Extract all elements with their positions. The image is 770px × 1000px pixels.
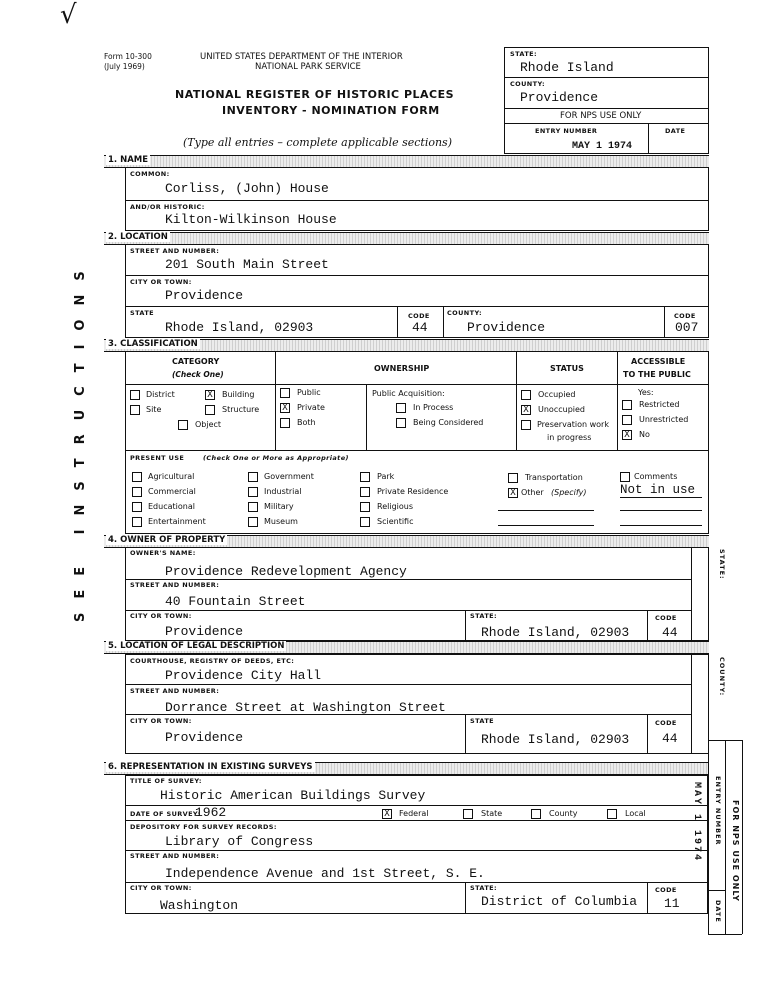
section-6-title: 6. REPRESENTATION IN EXISTING SURVEYS bbox=[108, 762, 313, 772]
header-nps-use: FOR NPS USE ONLY bbox=[560, 111, 642, 121]
park-label: Park bbox=[377, 472, 395, 481]
military-checkbox[interactable] bbox=[248, 502, 258, 512]
no-checkbox[interactable]: X bbox=[622, 430, 632, 440]
legal-city: Providence bbox=[165, 730, 244, 745]
common-label: COMMON: bbox=[130, 170, 170, 178]
owner-state: Rhode Island, 02903 bbox=[481, 625, 630, 640]
agricultural-checkbox[interactable] bbox=[132, 472, 142, 482]
side-entry-stamp: MAY 1 1974 bbox=[691, 782, 702, 863]
section-3-title: 3. CLASSIFICATION bbox=[108, 339, 198, 349]
owner-code-label: CODE bbox=[655, 614, 677, 622]
occupied-label: Occupied bbox=[538, 390, 576, 399]
side-entry-number-label: ENTRY NUMBER bbox=[714, 776, 722, 846]
industrial-label: Industrial bbox=[264, 487, 302, 496]
ownership-head: OWNERSHIP bbox=[374, 364, 430, 373]
unoccupied-checkbox[interactable]: X bbox=[521, 405, 531, 415]
comments-checkbox[interactable] bbox=[620, 472, 630, 482]
department-name: UNITED STATES DEPARTMENT OF THE INTERIOR bbox=[200, 52, 403, 62]
survey-state: District of Columbia bbox=[481, 894, 638, 909]
structure-label: Structure bbox=[222, 405, 260, 414]
military-label: Military bbox=[264, 502, 294, 511]
survey-code-label: CODE bbox=[655, 886, 677, 894]
historic-label: AND/OR HISTORIC: bbox=[130, 203, 205, 211]
location-street: 201 South Main Street bbox=[165, 257, 329, 272]
other-specify: (Specify) bbox=[551, 488, 587, 497]
agricultural-label: Agricultural bbox=[148, 472, 195, 481]
religious-checkbox[interactable] bbox=[360, 502, 370, 512]
local-checkbox[interactable] bbox=[607, 809, 617, 819]
header-county-value: Providence bbox=[520, 90, 599, 105]
private-label: Private bbox=[297, 403, 325, 412]
unrestricted-checkbox[interactable] bbox=[622, 415, 632, 425]
section-4-title: 4. OWNER OF PROPERTY bbox=[108, 535, 226, 545]
present-use-label: PRESENT USE bbox=[130, 454, 185, 462]
restricted-label: Restricted bbox=[639, 400, 680, 409]
site-checkbox[interactable] bbox=[130, 405, 140, 415]
being-considered-label: Being Considered bbox=[413, 418, 484, 427]
depository: Library of Congress bbox=[165, 834, 314, 849]
owner-state-label: STATE: bbox=[470, 612, 498, 620]
county-checkbox[interactable] bbox=[531, 809, 541, 819]
object-checkbox[interactable] bbox=[178, 420, 188, 430]
commercial-label: Commercial bbox=[148, 487, 196, 496]
location-state-label: STATE bbox=[130, 309, 155, 317]
survey-state-label: STATE: bbox=[470, 884, 498, 892]
unoccupied-label: Unoccupied bbox=[538, 405, 585, 414]
header-county-label: COUNTY: bbox=[510, 80, 545, 88]
unrestricted-label: Unrestricted bbox=[639, 415, 689, 424]
being-considered-checkbox[interactable] bbox=[396, 418, 406, 428]
section-5-title: 5. LOCATION OF LEGAL DESCRIPTION bbox=[108, 641, 285, 651]
educational-label: Educational bbox=[148, 502, 195, 511]
form-title-line1: NATIONAL REGISTER OF HISTORIC PLACES bbox=[175, 88, 455, 101]
occupied-checkbox[interactable] bbox=[521, 390, 531, 400]
transportation-label: Transportation bbox=[525, 473, 583, 482]
government-checkbox[interactable] bbox=[248, 472, 258, 482]
building-label: Building bbox=[222, 390, 255, 399]
location-code2-label: CODE bbox=[674, 312, 696, 320]
location-county-label: COUNTY: bbox=[447, 309, 482, 317]
location-code-label: CODE bbox=[408, 312, 430, 320]
commercial-checkbox[interactable] bbox=[132, 487, 142, 497]
both-checkbox[interactable] bbox=[280, 418, 290, 428]
scientific-checkbox[interactable] bbox=[360, 517, 370, 527]
location-state: Rhode Island, 02903 bbox=[165, 320, 314, 335]
survey-city-label: CITY OR TOWN: bbox=[130, 884, 192, 892]
location-code: 44 bbox=[412, 320, 428, 335]
side-date-label: DATE bbox=[714, 900, 722, 923]
form-date: (July 1969) bbox=[104, 62, 145, 71]
owner-name-label: OWNER'S NAME: bbox=[130, 549, 196, 557]
survey-date: 1962 bbox=[195, 805, 227, 820]
survey-street-label: STREET AND NUMBER: bbox=[130, 852, 220, 860]
header-state-value: Rhode Island bbox=[520, 60, 614, 75]
side-instructions: SEE INSTRUCTIONS bbox=[73, 257, 88, 622]
restricted-checkbox[interactable] bbox=[622, 400, 632, 410]
location-city-label: CITY OR TOWN: bbox=[130, 278, 192, 286]
acquisition-label: Public Acquisition: bbox=[372, 389, 445, 398]
legal-street-label: STREET AND NUMBER: bbox=[130, 687, 220, 695]
museum-label: Museum bbox=[264, 517, 298, 526]
depository-label: DEPOSITORY FOR SURVEY RECORDS: bbox=[130, 823, 277, 831]
category-sub: (Check One) bbox=[172, 370, 224, 379]
handwritten-check-mark: √ bbox=[60, 0, 77, 30]
private-residence-label: Private Residence bbox=[377, 487, 449, 496]
county-label: County bbox=[549, 809, 578, 818]
form-instructions: (Type all entries – complete applicable sections) bbox=[183, 136, 452, 149]
survey-title: Historic American Buildings Survey bbox=[160, 788, 426, 803]
legal-city-label: CITY OR TOWN: bbox=[130, 717, 192, 725]
form-number: Form 10-300 bbox=[104, 52, 152, 61]
common-name: Corliss, (John) House bbox=[165, 181, 329, 196]
owner-city: Providence bbox=[165, 624, 244, 639]
government-label: Government bbox=[264, 472, 314, 481]
yes-label: Yes: bbox=[638, 388, 654, 397]
site-label: Site bbox=[146, 405, 162, 414]
survey-street: Independence Avenue and 1st Street, S. E. bbox=[165, 866, 485, 881]
survey-title-label: TITLE OF SURVEY: bbox=[130, 777, 202, 785]
courthouse: Providence City Hall bbox=[165, 668, 322, 683]
side-nps-use-label: FOR NPS USE ONLY bbox=[731, 800, 740, 902]
section-2-title: 2. LOCATION bbox=[108, 232, 168, 242]
both-label: Both bbox=[297, 418, 316, 427]
owner-street: 40 Fountain Street bbox=[165, 594, 306, 609]
object-label: Object bbox=[195, 420, 222, 429]
form-title-line2: INVENTORY - NOMINATION FORM bbox=[222, 104, 440, 117]
historic-name: Kilton-Wilkinson House bbox=[165, 212, 337, 227]
private-checkbox[interactable]: X bbox=[280, 403, 290, 413]
legal-state: Rhode Island, 02903 bbox=[481, 732, 630, 747]
structure-checkbox[interactable] bbox=[205, 405, 215, 415]
owner-side-state-label: STATE: bbox=[718, 549, 726, 580]
survey-city: Washington bbox=[160, 898, 239, 913]
header-state-label: STATE: bbox=[510, 50, 538, 58]
transportation-checkbox[interactable] bbox=[508, 473, 518, 483]
preservation-checkbox[interactable] bbox=[521, 420, 531, 430]
no-label: No bbox=[639, 430, 650, 439]
owner-street-label: STREET AND NUMBER: bbox=[130, 581, 220, 589]
district-checkbox[interactable] bbox=[130, 390, 140, 400]
federal-label: Federal bbox=[399, 809, 429, 818]
status-head: STATUS bbox=[550, 364, 584, 373]
museum-checkbox[interactable] bbox=[248, 517, 258, 527]
federal-checkbox[interactable]: X bbox=[382, 809, 392, 819]
entertainment-checkbox[interactable] bbox=[132, 517, 142, 527]
scientific-label: Scientific bbox=[377, 517, 414, 526]
industrial-checkbox[interactable] bbox=[248, 487, 258, 497]
survey-date-label: DATE OF SURVEY: bbox=[130, 810, 201, 818]
category-head: CATEGORY bbox=[172, 357, 220, 366]
courthouse-label: COURTHOUSE, REGISTRY OF DEEDS, ETC: bbox=[130, 657, 295, 665]
location-county: Providence bbox=[467, 320, 546, 335]
in-process-checkbox[interactable] bbox=[396, 403, 406, 413]
in-process-label: In Process bbox=[413, 403, 454, 412]
header-date-label: DATE bbox=[665, 127, 686, 135]
preservation-label-2: in progress bbox=[547, 433, 592, 442]
survey-code: 11 bbox=[664, 896, 680, 911]
legal-street: Dorrance Street at Washington Street bbox=[165, 700, 446, 715]
legal-state-label: STATE bbox=[470, 717, 495, 725]
comments-label: Comments bbox=[634, 472, 678, 481]
district-label: District bbox=[146, 390, 175, 399]
entertainment-label: Entertainment bbox=[148, 517, 206, 526]
legal-code-label: CODE bbox=[655, 719, 677, 727]
educational-checkbox[interactable] bbox=[132, 502, 142, 512]
other-label: Other bbox=[521, 488, 544, 497]
header-entry-date-stamp: MAY 1 1974 bbox=[572, 141, 633, 152]
header-entry-number-label: ENTRY NUMBER bbox=[535, 127, 598, 135]
public-checkbox[interactable] bbox=[280, 388, 290, 398]
park-checkbox[interactable] bbox=[360, 472, 370, 482]
service-name: NATIONAL PARK SERVICE bbox=[255, 62, 361, 72]
public-label: Public bbox=[297, 388, 321, 397]
religious-label: Religious bbox=[377, 502, 413, 511]
present-use-sub: (Check One or More as Appropriate) bbox=[203, 454, 349, 462]
building-checkbox[interactable]: X bbox=[205, 390, 215, 400]
state-checkbox[interactable] bbox=[463, 809, 473, 819]
local-label: Local bbox=[625, 809, 646, 818]
location-street-label: STREET AND NUMBER: bbox=[130, 247, 220, 255]
preservation-label-1: Preservation work bbox=[537, 420, 609, 429]
accessible-head-2: TO THE PUBLIC bbox=[623, 370, 691, 379]
owner-city-label: CITY OR TOWN: bbox=[130, 612, 192, 620]
owner-code: 44 bbox=[662, 625, 678, 640]
owner-name: Providence Redevelopment Agency bbox=[165, 564, 407, 579]
state-label: State bbox=[481, 809, 503, 818]
accessible-head-1: ACCESSIBLE bbox=[631, 357, 686, 366]
private-residence-checkbox[interactable] bbox=[360, 487, 370, 497]
section-1-title: 1. NAME bbox=[108, 155, 149, 165]
other-checkbox[interactable]: X bbox=[508, 488, 518, 498]
legal-code: 44 bbox=[662, 731, 678, 746]
location-city: Providence bbox=[165, 288, 244, 303]
other-use-value: Not in use bbox=[620, 483, 696, 497]
legal-side-county-label: COUNTY: bbox=[718, 657, 726, 697]
location-code2: 007 bbox=[675, 320, 699, 335]
